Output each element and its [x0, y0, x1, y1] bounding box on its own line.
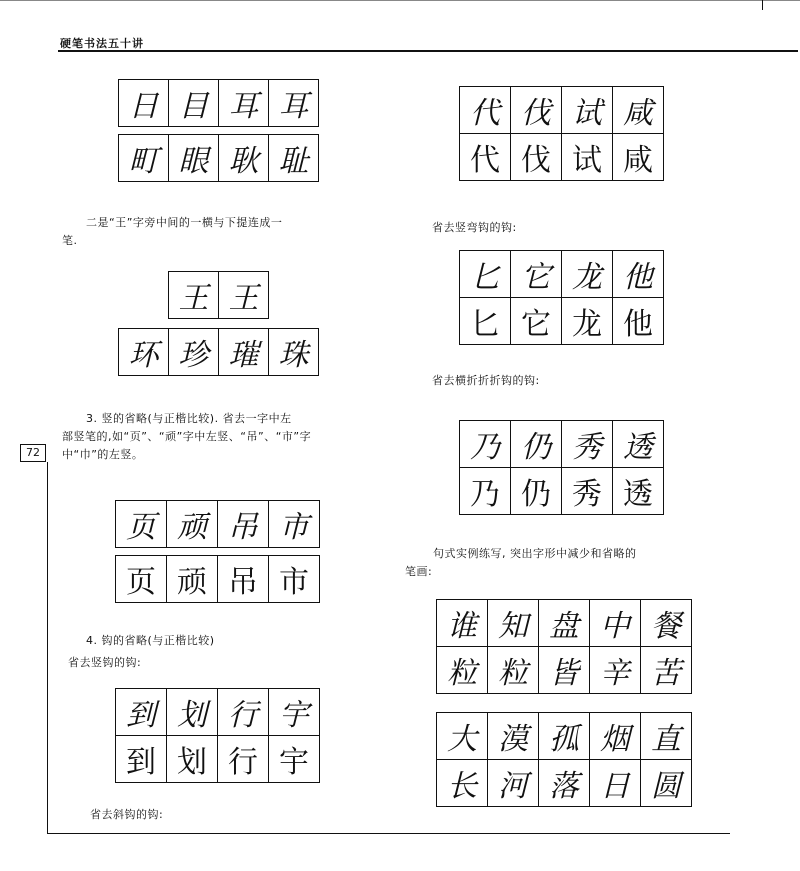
text-line: 句式实例练写, 突出字形中减少和省略的: [433, 547, 637, 560]
char-cell: 划: [167, 736, 218, 783]
char-cell: 咸: [613, 87, 664, 134]
char-cell: 辛: [590, 647, 641, 694]
char-cell: 珠: [269, 329, 319, 376]
char-cell: 餐: [641, 600, 692, 647]
table-huan-zhen-cui-zhu: [118, 328, 319, 376]
table-ding-yan-geng-chi: [118, 134, 319, 182]
char-cell: 圆: [641, 760, 692, 807]
para-vertical-hook: 省去竖钩的钩:: [68, 656, 142, 669]
para-hook-omission-title: 4. 钩的省略(与正楷比较): [86, 634, 215, 647]
char-cell: 代: [460, 134, 511, 181]
char-cell: 落: [539, 760, 590, 807]
char-cell: 匕: [460, 251, 511, 298]
table-nai-reng-xiu-tou: [459, 420, 664, 515]
char-cell: 日: [119, 80, 169, 127]
char-cell: 到: [116, 736, 167, 783]
text-line: 笔.: [62, 234, 78, 247]
char-cell: 龙: [562, 298, 613, 345]
text-line: 笔画:: [405, 565, 433, 578]
char-cell: 匕: [460, 298, 511, 345]
char-cell: 市: [269, 501, 320, 548]
char-cell: 行: [218, 736, 269, 783]
char-cell: 乃: [460, 468, 511, 515]
para-wang-radical: [62, 214, 392, 250]
char-cell: 皆: [539, 647, 590, 694]
char-cell: 仍: [511, 421, 562, 468]
char-cell: 耳: [219, 80, 269, 127]
table-poem-line-2: [436, 712, 692, 807]
char-cell: 顽: [167, 501, 218, 548]
char-cell: 顽: [167, 556, 218, 603]
char-cell: 璀: [219, 329, 269, 376]
table-ye-wan-diao-shi-standard: [115, 555, 320, 603]
para-horizontal-fold-hook: 省去横折折折钩的钩:: [432, 374, 540, 387]
char-cell: 直: [641, 713, 692, 760]
char-cell: 孤: [539, 713, 590, 760]
char-cell: 透: [613, 421, 664, 468]
table-bi-ta-long-ta: [459, 250, 664, 345]
table-poem-line-1: [436, 599, 692, 694]
table-dao-hua-xing-yu: [115, 688, 320, 783]
char-cell: 粒: [437, 647, 488, 694]
char-cell: 他: [613, 251, 664, 298]
char-cell: 宇: [269, 689, 320, 736]
char-cell: 它: [511, 251, 562, 298]
char-cell: 盘: [539, 600, 590, 647]
text-line: 3. 竖的省略(与正楷比较). 省去一字中左: [86, 412, 292, 425]
footer-rule: [47, 833, 730, 834]
char-cell: 秀: [562, 421, 613, 468]
left-margin-rule: [47, 462, 48, 834]
char-cell: 市: [269, 556, 320, 603]
char-cell: 中: [590, 600, 641, 647]
char-cell: 日: [590, 760, 641, 807]
char-cell: 町: [119, 135, 169, 182]
char-cell: 耿: [219, 135, 269, 182]
char-cell: 它: [511, 298, 562, 345]
char-cell: 他: [613, 298, 664, 345]
text-line: 部竖笔的,如“页”、“顽”字中左竖、“吊”、“市”字: [62, 430, 312, 443]
text-line: 二是“王”字旁中间的一横与下提连成一: [86, 216, 283, 229]
char-cell: 吊: [218, 556, 269, 603]
char-cell: 伐: [511, 134, 562, 181]
header-rule: [58, 50, 798, 52]
char-cell: 试: [562, 134, 613, 181]
char-cell: 珍: [169, 329, 219, 376]
char-cell: 王: [169, 272, 219, 319]
para-slant-hook: 省去斜钩的钩:: [90, 808, 164, 821]
char-cell: 龙: [562, 251, 613, 298]
char-cell: 目: [169, 80, 219, 127]
para-vertical-omission: [62, 410, 392, 464]
char-cell: 伐: [511, 87, 562, 134]
page-number: 72: [20, 444, 46, 462]
char-cell: 大: [437, 713, 488, 760]
table-dai-fa-shi-xian: [459, 86, 664, 181]
char-cell: 吊: [218, 501, 269, 548]
top-edge-line: [0, 0, 800, 1]
char-cell: 透: [613, 468, 664, 515]
char-cell: 试: [562, 87, 613, 134]
char-cell: 环: [119, 329, 169, 376]
char-cell: 到: [116, 689, 167, 736]
char-cell: 耻: [269, 135, 319, 182]
char-cell: 页: [116, 556, 167, 603]
char-cell: 河: [488, 760, 539, 807]
char-cell: 行: [218, 689, 269, 736]
table-ye-wan-diao-shi: [115, 500, 320, 548]
char-cell: 长: [437, 760, 488, 807]
char-cell: 烟: [590, 713, 641, 760]
char-cell: 知: [488, 600, 539, 647]
char-cell: 划: [167, 689, 218, 736]
char-cell: 秀: [562, 468, 613, 515]
char-cell: 页: [116, 501, 167, 548]
corner-mark: [762, 0, 763, 10]
table-wang: [168, 271, 269, 319]
char-cell: 眼: [169, 135, 219, 182]
char-cell: 王: [219, 272, 269, 319]
table-ri-mu-er: [118, 79, 319, 127]
char-cell: 粒: [488, 647, 539, 694]
char-cell: 谁: [437, 600, 488, 647]
char-cell: 咸: [613, 134, 664, 181]
char-cell: 苦: [641, 647, 692, 694]
para-vertical-bend-hook: 省去竖弯钩的钩:: [432, 221, 517, 234]
char-cell: 宇: [269, 736, 320, 783]
running-header: 硬笔书法五十讲: [60, 37, 144, 50]
text-line: 中“巾”的左竖。: [62, 448, 144, 461]
char-cell: 漠: [488, 713, 539, 760]
char-cell: 仍: [511, 468, 562, 515]
para-practice-intro: [405, 545, 735, 581]
char-cell: 乃: [460, 421, 511, 468]
char-cell: 耳: [269, 80, 319, 127]
char-cell: 代: [460, 87, 511, 134]
